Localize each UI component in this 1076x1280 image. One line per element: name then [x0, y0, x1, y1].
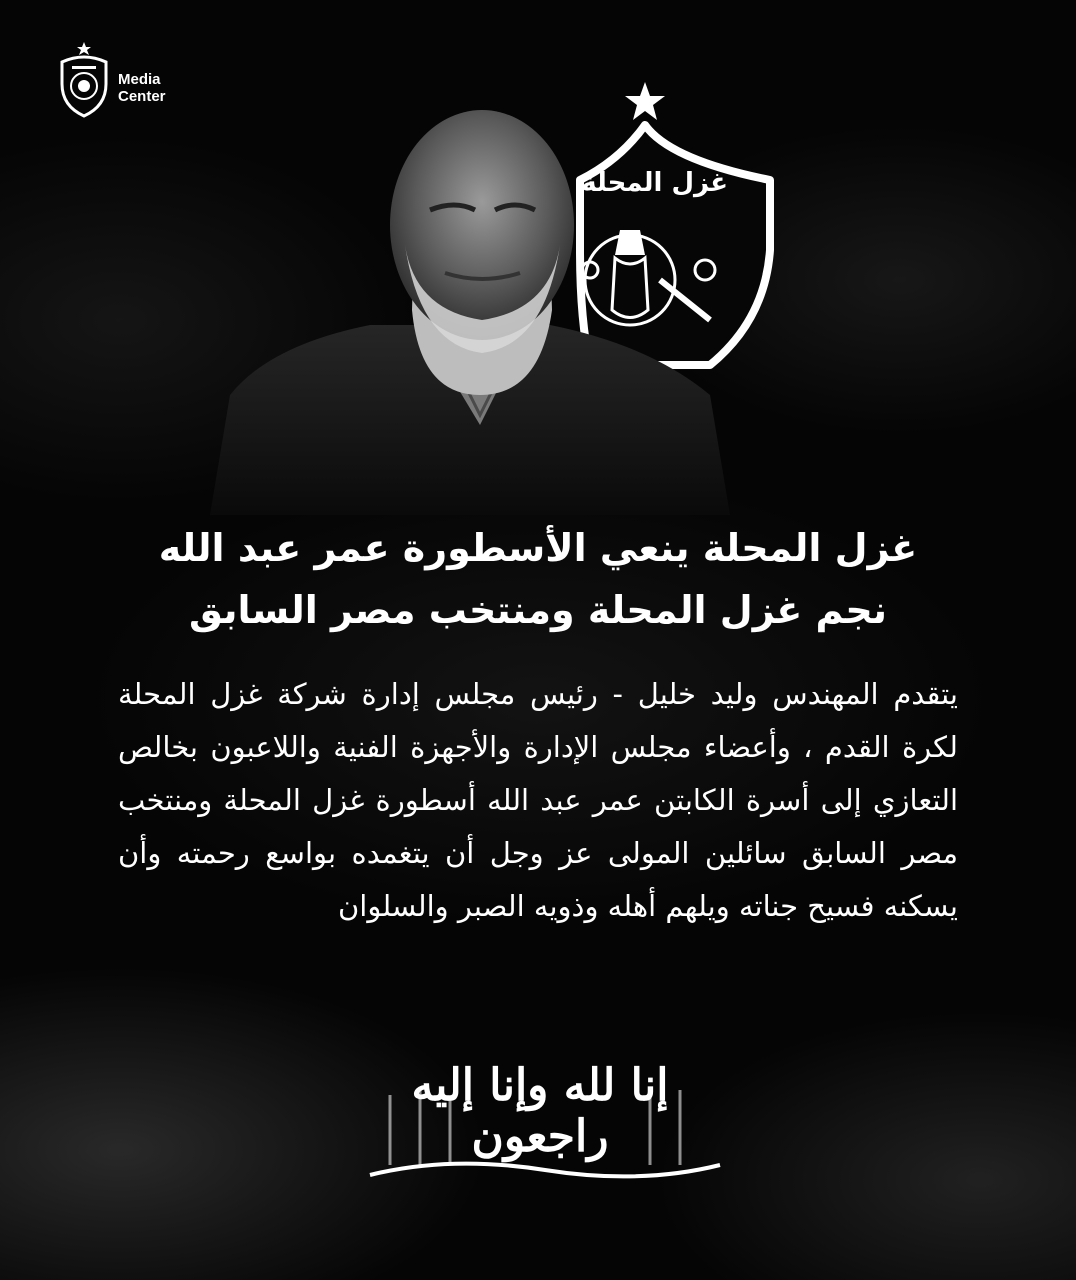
- media-label-line2: Center: [118, 88, 166, 105]
- headline-line-2: نجم غزل المحلة ومنتخب مصر السابق: [188, 588, 888, 632]
- media-label-line1: Media: [118, 71, 161, 88]
- crest-club-name: غزل المحلة: [581, 168, 728, 198]
- club-crest-icon: [56, 40, 112, 118]
- media-center-label: [118, 71, 166, 105]
- condolence-paragraph: يتقدم المهندس وليد خليل - رئيس مجلس إدارة شركة غزل المحلة لكرة القدم ، وأعضاء مجلس الإدارة والأجهزة الفنية واللاعبون بخالص التعازي إلى أسرة الكابتن عمر عبد الله أسطورة غزل المحلة ومنتخب مصر السابق سائلين المولى عز وجل أن يتغمده بواسع رحمته وأن يسكنه فسيح جناته ويلهم أهله وذويه الصبر والسلوان: [118, 677, 958, 923]
- calligraphy-text: إنا لله وإنا إليه راجعون: [411, 1060, 669, 1162]
- headline-line-1: غزل المحلة ينعي الأسطورة عمر عبد الله: [158, 526, 918, 570]
- portrait-photo: [190, 95, 750, 515]
- media-center-branding: [56, 40, 166, 118]
